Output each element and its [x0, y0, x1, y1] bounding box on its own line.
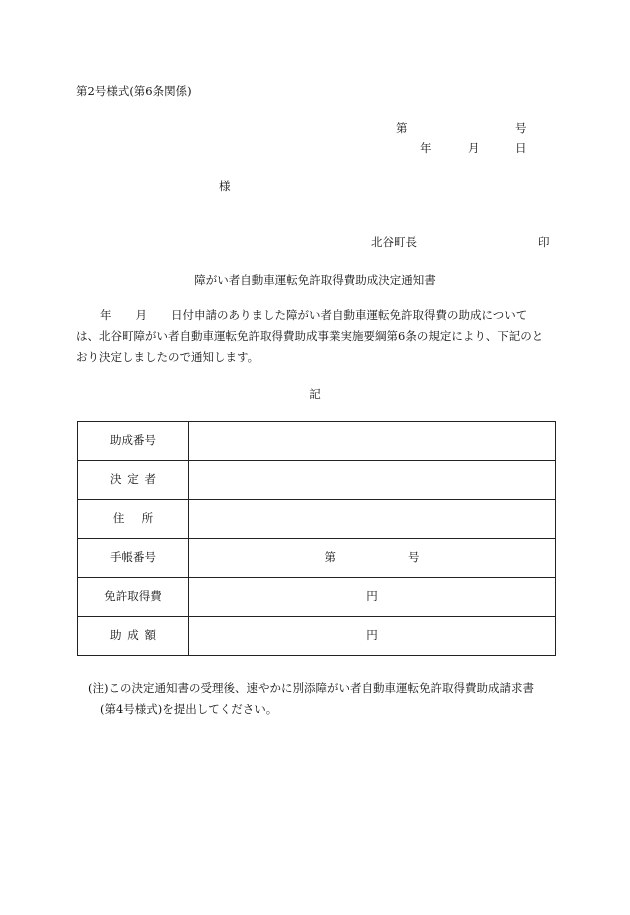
body-year-label: 年 — [100, 308, 112, 322]
table-row — [78, 617, 556, 656]
row-value-license-cost[interactable]: 円 — [189, 578, 556, 617]
row-value-address[interactable] — [189, 500, 556, 539]
handbook-number-field — [325, 552, 420, 564]
row-value-grant-amount[interactable]: 円 — [189, 617, 556, 656]
body-line-2: は、北谷町障がい者自動車運転免許取得費助成事業実施要綱第6条の規定により、下記のと — [76, 329, 544, 343]
row-label-grant-number: 助成番号 — [78, 422, 189, 461]
seal-mark: 印 — [538, 235, 550, 249]
form-label: 第2号様式(第6条関係) — [76, 84, 192, 98]
row-label-text: 住所 — [112, 511, 171, 526]
table-row — [78, 500, 556, 539]
body-paragraph — [76, 305, 556, 368]
row-label-text: 決定者 — [110, 472, 162, 487]
table-row — [78, 461, 556, 500]
date-month-label: 月 — [468, 141, 480, 155]
table-row — [78, 539, 556, 578]
row-label-text: 助成額 — [110, 628, 162, 643]
row-label-address — [78, 500, 189, 539]
handbook-number-prefix: 第 — [324, 550, 336, 565]
ki-heading: 記 — [309, 387, 321, 401]
body-line-3: おり決定しましたので通知します。 — [76, 350, 260, 364]
document-number-prefix: 第 — [396, 121, 408, 135]
table-row — [78, 578, 556, 617]
date-year-label: 年 — [420, 141, 432, 155]
table-row — [78, 422, 556, 461]
note-line-1: (注)この決定通知書の受理後、速やかに別添障がい者自動車運転免許取得費助成請求書 — [88, 681, 534, 695]
issuer-name: 北谷町長 — [371, 235, 417, 249]
body-line-1 — [76, 305, 556, 326]
handbook-number-suffix: 号 — [408, 550, 420, 565]
detail-table — [77, 421, 556, 656]
body-month-label: 月 — [135, 308, 147, 322]
row-value-handbook-number[interactable] — [189, 539, 556, 578]
body-line-1-text: 日付申請のありました障がい者自動車運転免許取得費の助成について — [171, 308, 528, 322]
addressee-suffix: 様 — [219, 179, 231, 193]
row-label-decision-recipient — [78, 461, 189, 500]
document-title: 障がい者自動車運転免許取得費助成決定通知書 — [194, 273, 436, 287]
note — [88, 678, 534, 720]
row-value-grant-number[interactable] — [189, 422, 556, 461]
row-label-handbook-number: 手帳番号 — [78, 539, 189, 578]
date-day-label: 日 — [515, 141, 527, 155]
row-value-decision-recipient[interactable] — [189, 461, 556, 500]
row-label-grant-amount — [78, 617, 189, 656]
row-label-license-cost: 免許取得費 — [78, 578, 189, 617]
document-number-suffix: 号 — [515, 121, 527, 135]
note-line-2: (第4号様式)を提出してください。 — [100, 702, 278, 716]
